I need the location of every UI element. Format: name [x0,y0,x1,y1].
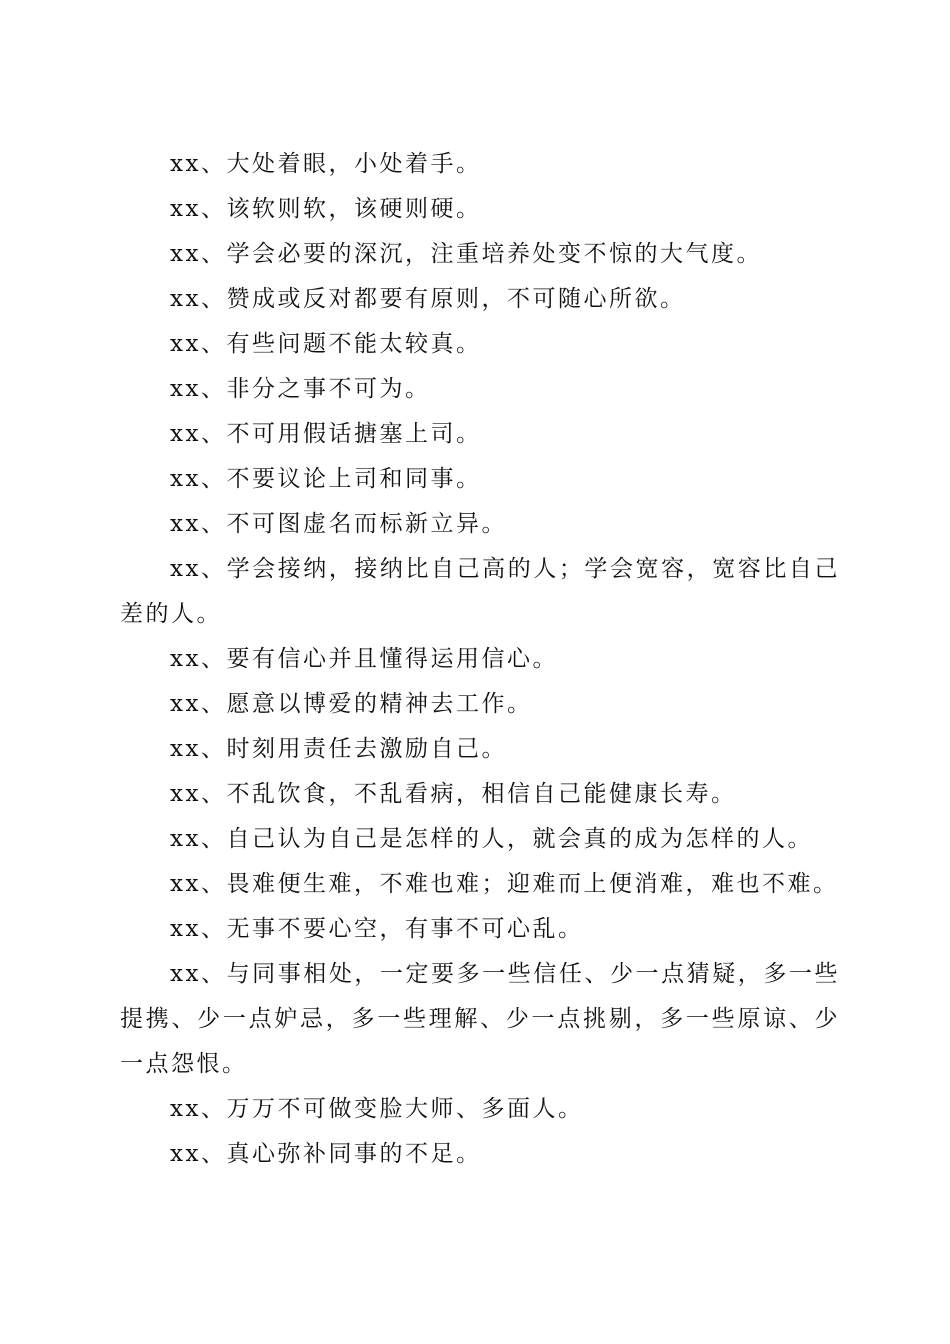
list-item: xx、赞成或反对都要有原则，不可随心所欲。 [170,286,686,312]
list-item: xx、愿意以博爱的精神去工作。 [170,691,533,717]
list-item: xx、要有信心并且懂得运用信心。 [170,646,558,672]
list-item: xx、无事不要心空，有事不可心乱。 [170,916,584,942]
list-item: xx、不要议论上司和同事。 [170,466,482,492]
list-item: xx、学会必要的深沉，注重培养处变不惊的大气度。 [170,241,762,267]
list-item: xx、真心弥补同事的不足。 [170,1141,482,1167]
list-item: xx、该软则软，该硬则硬。 [170,196,482,222]
list-item: xx、不乱饮食，不乱看病，相信自己能健康长寿。 [170,781,737,807]
list-item: xx、时刻用责任去激励自己。 [170,736,507,762]
list-item: xx、非分之事不可为。 [170,376,431,402]
list-item: xx、万万不可做变脸大师、多面人。 [170,1096,584,1122]
document-body [120,142,840,1177]
list-item: xx、学会接纳，接纳比自己高的人；学会宽容，宽容比自己差的人。 [120,556,840,627]
list-item: xx、大处着眼，小处着手。 [170,151,482,177]
list-item: xx、不可图虚名而标新立异。 [170,511,507,537]
list-item: xx、不可用假话搪塞上司。 [170,421,482,447]
list-item: xx、有些问题不能太较真。 [170,331,482,357]
list-item: xx、自己认为自己是怎样的人，就会真的成为怎样的人。 [170,826,813,852]
list-item: xx、与同事相处，一定要多一些信任、少一点猜疑，多一些提携、少一点妒忌，多一些理解、少一点挑剔，多一些原谅、少一点怨恨。 [120,961,840,1077]
list-item: xx、畏难便生难，不难也难；迎难而上便消难，难也不难。 [170,871,839,897]
